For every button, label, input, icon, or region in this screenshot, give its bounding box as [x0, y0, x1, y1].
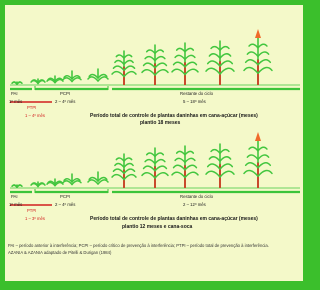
d2-plant-6: [112, 154, 136, 188]
leaf-right: [185, 151, 193, 154]
d1-rest-label: Restante do ciclo: [180, 91, 213, 96]
d2-caption-line1: Período total de controle de plantas daninhas em cana-açúcar (meses): [90, 216, 258, 222]
leaf-right: [124, 164, 133, 168]
leaf-left: [209, 157, 220, 161]
leaf-right: [185, 48, 193, 51]
d1-plant-2: [31, 79, 45, 84]
leaf-right: [155, 173, 168, 178]
d2-plant-10: [244, 132, 272, 188]
leaf-right: [220, 47, 229, 51]
d2-plant-7: [142, 148, 168, 188]
diagram-1-graphics: [10, 29, 300, 102]
d1-plant-7: [142, 45, 168, 85]
leaf-left: [249, 147, 258, 151]
leaf-left: [144, 166, 155, 171]
d1-plant-3: [47, 76, 63, 83]
d2-pcpi-period: 2 – 4º mês: [55, 202, 76, 207]
leaf-left: [115, 164, 124, 168]
d2-plant-3: [47, 179, 63, 186]
leaf-right: [185, 158, 195, 162]
leaf-left: [177, 48, 185, 51]
leaf-right: [220, 171, 234, 177]
cane-flower: [255, 29, 261, 38]
leaf-right: [185, 165, 196, 170]
leaf-left: [172, 69, 185, 74]
leaf-right: [124, 61, 133, 65]
d1-plant-9: [206, 41, 234, 85]
d1-pai-period: 1º mês: [9, 99, 23, 104]
d2-pai-label: PAI: [11, 194, 18, 199]
leaf-right: [124, 66, 135, 70]
leaf-left: [206, 68, 220, 74]
leaf-right: [220, 157, 231, 161]
d2-rest-label: Restante do ciclo: [180, 194, 213, 199]
leaf-right: [155, 153, 163, 156]
leaf-right: [155, 160, 165, 164]
leaf-left: [206, 171, 220, 177]
leaf-right: [258, 44, 267, 48]
d1-pcpi-period: 2 – 4º mês: [55, 99, 76, 104]
leaf-left: [116, 55, 124, 58]
leaf-left: [208, 61, 220, 66]
leaf-left: [246, 163, 258, 168]
leaf-left: [211, 150, 220, 154]
leaf-left: [142, 173, 155, 178]
d2-pai-period: 1º mês: [9, 202, 23, 207]
leaf-left: [244, 171, 258, 177]
leaf-right: [258, 68, 272, 74]
leaf-left: [113, 66, 124, 70]
d1-rest-period: 5 – 18º mês: [183, 99, 206, 104]
footer-line1: PAI – período anterior à interferência; PCPI – período crítico de prevenção à interferência; PTPI – período total de prevenção à interferência.: [8, 243, 269, 248]
leaf-left: [247, 52, 258, 56]
d2-plant-9: [206, 144, 234, 188]
d1-caption-line2: plantio 18 meses: [140, 120, 181, 126]
d2-plant-1: [12, 185, 22, 187]
d1-ptpi-label: PTPI: [27, 105, 37, 110]
leaf-right: [220, 54, 231, 58]
leaf-right: [258, 155, 269, 159]
leaf-right: [155, 166, 166, 171]
leaf-right: [220, 61, 232, 66]
footer-line2: AZANIA & AZANIA adaptado de Pitelli & Durigan (1984): [8, 250, 112, 255]
d2-pcpi-label: PCPI: [60, 194, 71, 199]
leaf-right: [124, 175, 136, 180]
leaf-right: [185, 69, 198, 74]
leaf-left: [175, 55, 185, 59]
diagram-2-graphics: [10, 132, 300, 205]
d1-caption-line1: Período total de controle de plantas daninhas em cana-açúcar (meses): [90, 113, 258, 119]
leaf-left: [208, 164, 220, 169]
d1-plant-1: [12, 82, 22, 84]
leaf-right: [185, 55, 195, 59]
leaf-right: [258, 163, 270, 168]
d2-ptpi-label: PTPI: [27, 208, 37, 213]
d1-pai-label: PAI: [11, 91, 18, 96]
d2-ptpi-period: 1 – 3º mês: [25, 216, 45, 221]
leaf-right: [155, 63, 166, 68]
leaf-left: [112, 72, 124, 77]
leaf-left: [172, 172, 185, 177]
leaf-right: [258, 147, 267, 151]
leaf-left: [112, 175, 124, 180]
leaf-right: [258, 60, 270, 65]
leaf-right: [155, 57, 165, 61]
leaf-left: [145, 57, 155, 61]
leaf-left: [147, 50, 155, 53]
leaf-left: [113, 169, 124, 173]
d1-ptpi-period: 1 – 4º mês: [25, 113, 45, 118]
leaf-left: [174, 165, 185, 170]
leaf-right: [185, 62, 196, 67]
d1-plant-10: [244, 29, 272, 85]
leaf-left: [211, 47, 220, 51]
leaf-left: [175, 158, 185, 162]
leaf-right: [220, 150, 229, 154]
leaf-left: [144, 63, 155, 68]
leaf-left: [209, 54, 220, 58]
d1-plant-6: [112, 51, 136, 85]
d2-plant-2: [31, 182, 45, 187]
leaf-left: [147, 153, 155, 156]
leaf-left: [177, 151, 185, 154]
d2-rest-period: 2 – 12º mês: [183, 202, 206, 207]
leaf-right: [220, 68, 234, 74]
leaf-right: [124, 55, 132, 58]
leaf-right: [124, 169, 135, 173]
leaf-left: [244, 68, 258, 74]
leaf-right: [155, 70, 168, 75]
d2-plant-4: [63, 174, 81, 185]
leaf-right: [258, 171, 272, 177]
d1-plant-5: [88, 69, 108, 81]
leaf-left: [142, 70, 155, 75]
cane-flower: [255, 132, 261, 141]
leaf-left: [145, 160, 155, 164]
leaf-right: [124, 72, 136, 77]
d1-pcpi-label: PCPI: [60, 91, 71, 96]
leaf-right: [258, 52, 269, 56]
leaf-right: [185, 172, 198, 177]
leaf-left: [174, 62, 185, 67]
leaf-right: [124, 158, 132, 161]
leaf-left: [247, 155, 258, 159]
d1-plant-8: [172, 43, 198, 85]
d2-plant-8: [172, 146, 198, 188]
leaf-left: [115, 61, 124, 65]
leaf-left: [246, 60, 258, 65]
leaf-right: [220, 164, 232, 169]
leaf-left: [116, 158, 124, 161]
d1-plant-4: [63, 71, 81, 82]
leaf-right: [155, 50, 163, 53]
d2-plant-5: [88, 172, 108, 184]
d2-caption-line2: plantio 12 meses e cana-soca: [122, 224, 193, 230]
leaf-left: [249, 44, 258, 48]
